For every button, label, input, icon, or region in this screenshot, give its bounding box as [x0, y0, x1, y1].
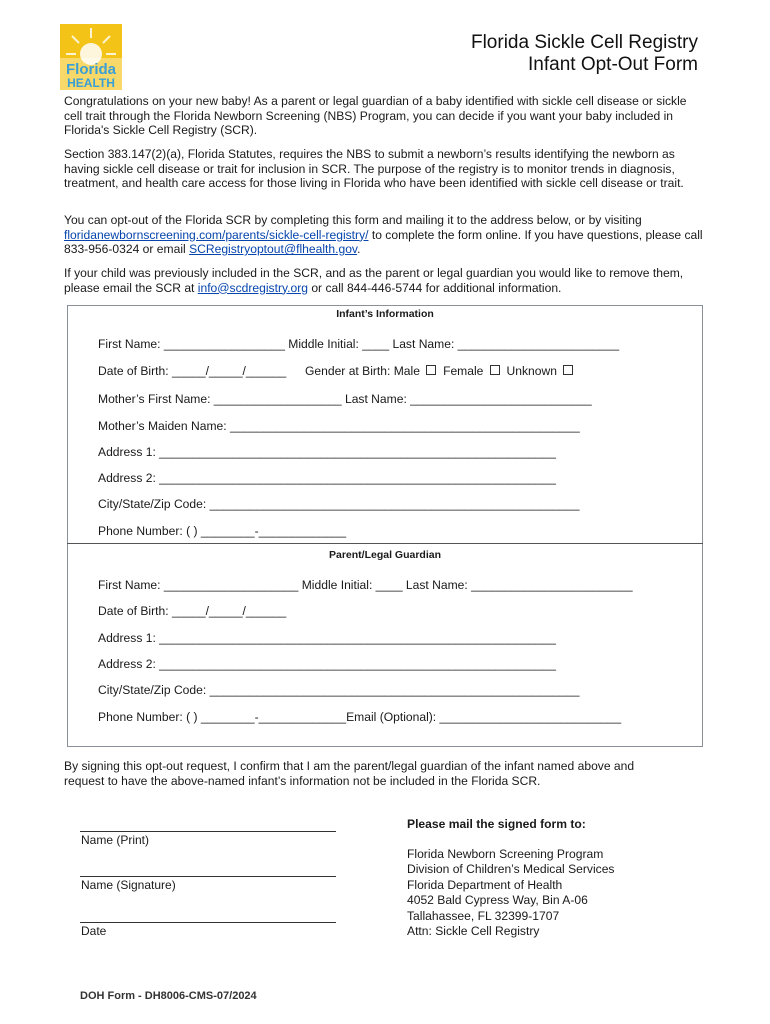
mail-address	[407, 847, 614, 939]
p3-text-c: .	[357, 242, 361, 257]
infant-name-fields[interactable]: First Name: __________________ Middle Initial: ____ Last Name: ________________________	[98, 337, 620, 351]
male-checkbox[interactable]	[426, 365, 436, 375]
name-print-label: Name (Print)	[81, 833, 150, 847]
guardian-phone-email-field[interactable]: Phone Number: ( ) ________-_____________Email (Optional): ___________________________	[98, 710, 622, 724]
infant-dob-field[interactable]: Date of Birth: _____/_____/______	[98, 364, 287, 378]
logo-text-florida: Florida	[65, 61, 117, 78]
infant-address-2-field[interactable]: Address 2: ___________________________________________________________	[98, 471, 557, 485]
unknown-checkbox[interactable]	[563, 365, 573, 375]
guardian-address-2-field[interactable]: Address 2: ___________________________________________________________	[98, 657, 557, 671]
mail-address-line: 4052 Bald Cypress Way, Bin A-06	[407, 893, 588, 908]
female-checkbox[interactable]	[490, 365, 500, 375]
title-line-1: Florida Sickle Cell Registry	[470, 32, 698, 53]
mother-maiden-name-field[interactable]: Mother’s Maiden Name: ____________________________________________________	[98, 419, 580, 433]
consent-statement: By signing this opt-out request, I confirm that I am the parent/legal guardian of the infant named above and request to have the above-named infant’s information not be included in the Florida SCR.	[64, 759, 635, 788]
florida-health-logo	[60, 24, 122, 90]
date-line[interactable]	[80, 922, 336, 923]
gender-label: Gender at Birth: Male	[305, 364, 420, 378]
infant-phone-field[interactable]: Phone Number: ( ) ________-_____________	[98, 524, 347, 538]
mail-address-line: Florida Department of Health	[407, 877, 563, 892]
mother-name-fields[interactable]: Mother’s First Name: ___________________ Last Name: ___________________________	[98, 392, 592, 406]
mail-heading: Please mail the signed form to:	[407, 817, 586, 831]
name-signature-label: Name (Signature)	[81, 878, 176, 892]
infant-section-heading: Infant’s Information	[336, 308, 434, 320]
female-label: Female	[443, 364, 484, 378]
mail-address-line: Tallahassee, FL 32399-1707	[407, 908, 560, 923]
opt-out-email-link[interactable]: SCRegistryoptout@flhealth.gov	[189, 242, 358, 257]
date-label: Date	[81, 924, 107, 938]
opt-out-website-link[interactable]: floridanewbornscreening.com/parents/sickle-cell-registry/	[64, 227, 369, 242]
infant-gender-field	[305, 364, 573, 378]
guardian-city-state-zip-field[interactable]: City/State/Zip Code: _______________________________________________________	[98, 683, 580, 697]
mail-address-line: Florida Newborn Screening Program	[407, 847, 604, 861]
infant-city-state-zip-field[interactable]: City/State/Zip Code: _______________________________________________________	[98, 497, 580, 511]
form-title	[471, 32, 698, 76]
p3-text-b: to complete the form online. If you have questions, please call 833-956-0324 or email	[64, 227, 703, 257]
infant-address-1-field[interactable]: Address 1: ___________________________________________________________	[98, 445, 557, 459]
mail-address-line: Division of Children’s Medical Services	[407, 862, 615, 877]
name-print-line[interactable]	[80, 831, 336, 832]
mail-address-line: Attn: Sickle Cell Registry	[407, 924, 540, 939]
unknown-label: Unknown	[506, 364, 557, 378]
name-signature-line[interactable]	[80, 876, 336, 877]
logo-text-health: HEALTH	[67, 76, 115, 90]
intro-paragraph-3	[64, 213, 704, 257]
title-line-2: Infant Opt-Out Form	[528, 54, 698, 75]
guardian-dob-field[interactable]: Date of Birth: _____/_____/______	[98, 604, 287, 618]
intro-paragraph-4	[64, 266, 704, 295]
guardian-section-heading: Parent/Legal Guardian	[328, 549, 442, 561]
p4-text-b: or call 844-446-5744 for additional information.	[307, 280, 562, 295]
intro-paragraph-2: Section 383.147(2)(a), Florida Statutes, requires the NBS to submit a newborn’s results identifying the newborn as having sickle cell disease or trait for inclusion in SCR. The purpose of the registry is to monitor trends in diagnosis, treatment, and health care access for those living in Florida who have been identified with sickle cell disease or trait.	[64, 147, 684, 191]
guardian-address-1-field[interactable]: Address 1: ___________________________________________________________	[98, 631, 557, 645]
intro-paragraph-1: Congratulations on your new baby! As a parent or legal guardian of a baby identified with sickle cell disease or sickle cell trait through the Florida Newborn Screening (NBS) Program, you can decide if you want your baby included in Florida's Sickle Cell Registry (SCR).	[64, 94, 687, 138]
guardian-name-fields[interactable]: First Name: ____________________ Middle Initial: ____ Last Name: ________________________	[98, 578, 633, 592]
scd-registry-email-link[interactable]: info@scdregistry.org	[197, 280, 308, 295]
p4-text-a: If your child was previously included in the SCR, and as the parent or legal guardian you would like to remove them, please email the SCR at	[64, 266, 684, 295]
p3-text-a: You can opt-out of the Florida SCR by completing this form and mailing it to the address below, or by visiting	[64, 213, 642, 227]
form-number-footer: DOH Form - DH8006-CMS-07/2024	[80, 990, 257, 1002]
section-divider	[67, 543, 703, 544]
